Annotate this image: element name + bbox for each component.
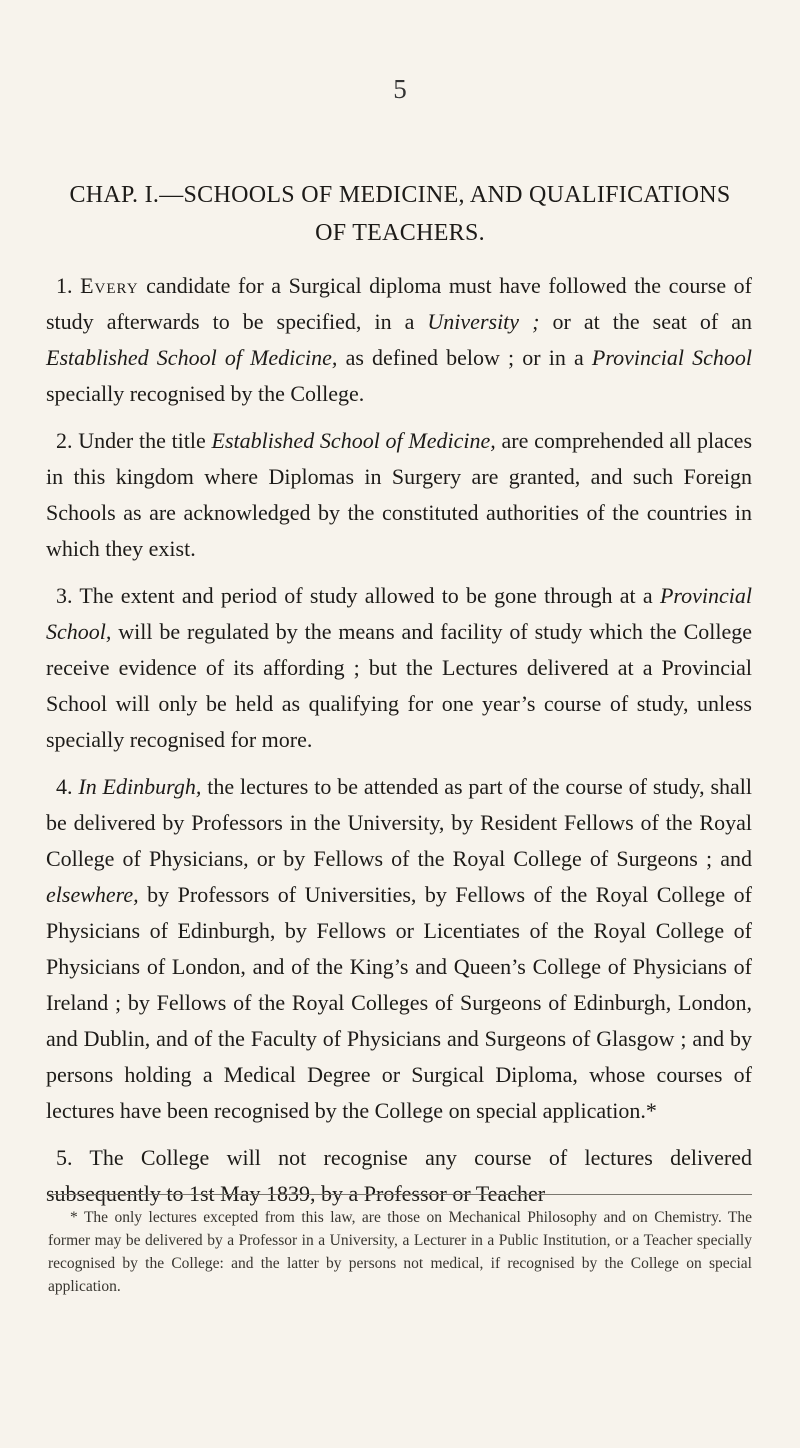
- footnote-divider: [48, 1194, 752, 1195]
- emphasis-elsewhere: elsewhere,: [46, 882, 139, 907]
- paragraph-number: 1.: [56, 273, 73, 298]
- paragraph-text: The College will not recognise any course of lectures delivered subsequently to 1st May 1839, by a Professor or Teacher: [46, 1145, 752, 1206]
- paragraph-number: 3.: [56, 583, 73, 608]
- emphasis-university: University ;: [427, 309, 540, 334]
- emphasis-established-school: Established School of Medicine,: [211, 428, 496, 453]
- paragraph-text: candidate for a Surgical diploma must have followed the course of study afterwards to be specified, in a: [46, 273, 753, 334]
- paragraph-number: 4.: [56, 774, 73, 799]
- paragraph-text: by Professors of Universities, by Fellows of the Royal College of Physicians of Edinburgh, by Fellows or Licentiates of the Royal College of Physicians of London, and of the King’s and Queen’s College of Physicians of Ireland ; by Fellows of the Royal Colleges of Surgeons of Edinburgh, London, and Dublin, and of the Faculty of Physicians and Surgeons of Glasgow ; and by persons holding a Medical Degree or Surgical Diploma, whose courses of lectures have been recognised by the College on special application.*: [46, 882, 752, 1123]
- emphasis-provincial-school: Provincial School: [591, 345, 752, 370]
- paragraph-number: 2.: [56, 428, 73, 453]
- paragraph-text: The extent and period of study allowed to be gone through at a: [72, 583, 660, 608]
- paragraph-text: Under the title: [72, 428, 212, 453]
- paragraph-5: [46, 1140, 752, 1212]
- paragraph-number: 5.: [56, 1145, 73, 1170]
- paragraph-text: the lectures to be attended as part of the course of study, shall be delivered by Professors in the University, by Resident Fellows of the Royal College of Physicians, or by Fellows of the Royal College of Surgeons ; and: [46, 774, 753, 871]
- paragraph-3: [46, 578, 752, 758]
- paragraph-text: or at the seat of an: [539, 309, 753, 334]
- paragraph-text: are comprehended all places in this kingdom where Diplomas in Surgery are granted, and such Foreign Schools as are acknowledged by the constituted authorities of the countries in which they exist.: [46, 428, 753, 561]
- footnote-text: * The only lectures excepted from this law, are those on Mechanical Philosophy and on Chemistry. The former may be delivered by a Professor in a University, a Lecturer in a Public Institution, or a Teacher specially recognised by the College: and the latter by persons not medical, if recognised by the College on special application.: [48, 1209, 752, 1295]
- paragraph-text: as defined below ; or in a: [337, 345, 592, 370]
- footnote: [48, 1206, 752, 1298]
- emphasis-edinburgh: In Edinburgh,: [72, 774, 202, 799]
- paragraph-text: will be regulated by the means and facility of study which the College receive evidence of its affording ; but the Lectures delivered at a Provincial School will only be held as qualifying for one year’s course of study, unless specially recognised for more.: [46, 619, 752, 752]
- paragraph-1: [46, 268, 752, 412]
- body-text: [46, 268, 752, 1223]
- page-number: 5: [393, 74, 407, 104]
- paragraph-text: specially recognised by the College.: [46, 381, 365, 406]
- paragraph-2: [46, 423, 752, 567]
- paragraph-4: [46, 769, 752, 1129]
- chapter-title: CHAP. I.—SCHOOLS OF MEDICINE, AND QUALIFICATIONS OF TEACHERS.: [69, 182, 731, 246]
- emphasis-established-school: Established School of Medicine,: [46, 345, 338, 370]
- emphasis-provincial-school: Provincial School,: [46, 583, 752, 644]
- lead-word: Every: [80, 273, 139, 298]
